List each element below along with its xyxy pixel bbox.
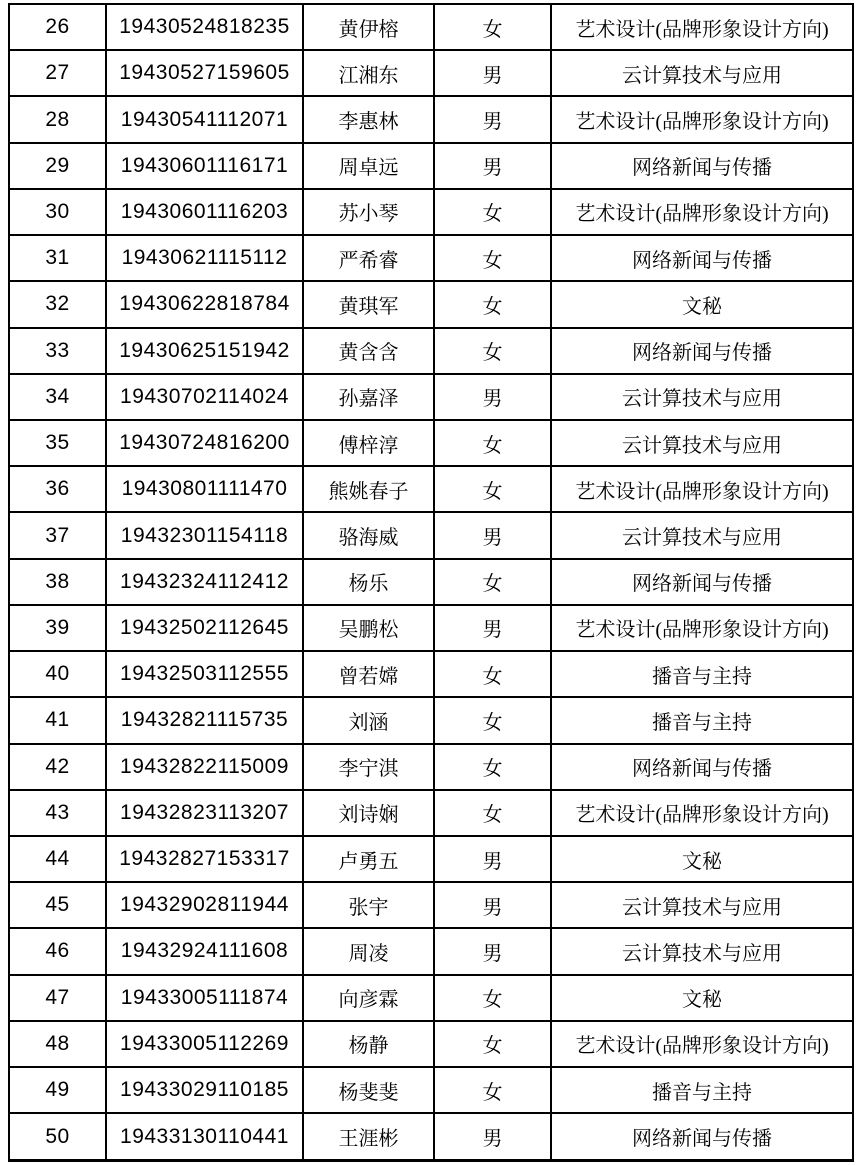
major-cell: 云计算技术与应用 xyxy=(551,420,853,466)
serial-cell: 30 xyxy=(9,189,106,235)
gender-cell: 女 xyxy=(434,466,551,512)
major-cell: 艺术设计(品牌形象设计方向) xyxy=(551,96,853,142)
major-cell: 文秘 xyxy=(551,836,853,882)
table-row xyxy=(9,328,853,374)
major-cell: 网络新闻与传播 xyxy=(551,559,853,605)
exam-number-cell: 19432301154118 xyxy=(106,512,303,558)
table-row xyxy=(9,559,853,605)
serial-cell: 42 xyxy=(9,744,106,790)
exam-number-cell: 19430527159605 xyxy=(106,50,303,96)
serial-cell: 28 xyxy=(9,96,106,142)
table-row xyxy=(9,928,853,974)
major-cell: 网络新闻与传播 xyxy=(551,235,853,281)
name-cell: 杨静 xyxy=(303,1021,434,1067)
major-cell: 云计算技术与应用 xyxy=(551,928,853,974)
serial-cell: 35 xyxy=(9,420,106,466)
student-table-body xyxy=(9,4,853,1161)
major-cell: 播音与主持 xyxy=(551,697,853,743)
major-cell: 文秘 xyxy=(551,281,853,327)
name-cell: 杨乐 xyxy=(303,559,434,605)
gender-cell: 女 xyxy=(434,235,551,281)
exam-number-cell: 19432324112412 xyxy=(106,559,303,605)
gender-cell: 男 xyxy=(434,882,551,928)
name-cell: 张宇 xyxy=(303,882,434,928)
table-row xyxy=(9,420,853,466)
table-row xyxy=(9,374,853,420)
major-cell: 文秘 xyxy=(551,975,853,1021)
table-row xyxy=(9,1021,853,1067)
name-cell: 江湘东 xyxy=(303,50,434,96)
serial-cell: 41 xyxy=(9,697,106,743)
major-cell: 艺术设计(品牌形象设计方向) xyxy=(551,4,853,50)
name-cell: 黄伊榕 xyxy=(303,4,434,50)
gender-cell: 男 xyxy=(434,1113,551,1160)
exam-number-cell: 19430601116171 xyxy=(106,143,303,189)
exam-number-cell: 19433029110185 xyxy=(106,1067,303,1113)
major-cell: 网络新闻与传播 xyxy=(551,1113,853,1160)
serial-cell: 29 xyxy=(9,143,106,189)
major-cell: 艺术设计(品牌形象设计方向) xyxy=(551,790,853,836)
student-roster-table xyxy=(8,3,854,1162)
table-row xyxy=(9,4,853,50)
major-cell: 播音与主持 xyxy=(551,1067,853,1113)
major-cell: 网络新闻与传播 xyxy=(551,143,853,189)
name-cell: 黄琪军 xyxy=(303,281,434,327)
gender-cell: 女 xyxy=(434,1067,551,1113)
exam-number-cell: 19430801111470 xyxy=(106,466,303,512)
exam-number-cell: 19432823113207 xyxy=(106,790,303,836)
table-row xyxy=(9,512,853,558)
name-cell: 李宁淇 xyxy=(303,744,434,790)
gender-cell: 男 xyxy=(434,374,551,420)
exam-number-cell: 19432822115009 xyxy=(106,744,303,790)
gender-cell: 女 xyxy=(434,790,551,836)
major-cell: 艺术设计(品牌形象设计方向) xyxy=(551,466,853,512)
serial-cell: 36 xyxy=(9,466,106,512)
table-row xyxy=(9,1067,853,1113)
name-cell: 卢勇五 xyxy=(303,836,434,882)
name-cell: 吴鹏松 xyxy=(303,605,434,651)
gender-cell: 女 xyxy=(434,744,551,790)
serial-cell: 44 xyxy=(9,836,106,882)
exam-number-cell: 19430524818235 xyxy=(106,4,303,50)
exam-number-cell: 19430702114024 xyxy=(106,374,303,420)
exam-number-cell: 19432821115735 xyxy=(106,697,303,743)
exam-number-cell: 19430601116203 xyxy=(106,189,303,235)
serial-cell: 46 xyxy=(9,928,106,974)
serial-cell: 32 xyxy=(9,281,106,327)
gender-cell: 女 xyxy=(434,328,551,374)
name-cell: 杨斐斐 xyxy=(303,1067,434,1113)
gender-cell: 女 xyxy=(434,281,551,327)
gender-cell: 男 xyxy=(434,512,551,558)
gender-cell: 女 xyxy=(434,189,551,235)
serial-cell: 34 xyxy=(9,374,106,420)
major-cell: 艺术设计(品牌形象设计方向) xyxy=(551,189,853,235)
name-cell: 周凌 xyxy=(303,928,434,974)
name-cell: 黄含含 xyxy=(303,328,434,374)
major-cell: 云计算技术与应用 xyxy=(551,512,853,558)
serial-cell: 38 xyxy=(9,559,106,605)
gender-cell: 男 xyxy=(434,143,551,189)
table-row xyxy=(9,882,853,928)
name-cell: 王涯彬 xyxy=(303,1113,434,1160)
major-cell: 网络新闻与传播 xyxy=(551,744,853,790)
name-cell: 曾若嫦 xyxy=(303,651,434,697)
gender-cell: 女 xyxy=(434,4,551,50)
major-cell: 云计算技术与应用 xyxy=(551,50,853,96)
major-cell: 云计算技术与应用 xyxy=(551,882,853,928)
serial-cell: 49 xyxy=(9,1067,106,1113)
table-row xyxy=(9,96,853,142)
serial-cell: 48 xyxy=(9,1021,106,1067)
serial-cell: 27 xyxy=(9,50,106,96)
name-cell: 孙嘉泽 xyxy=(303,374,434,420)
name-cell: 熊姚春子 xyxy=(303,466,434,512)
serial-cell: 31 xyxy=(9,235,106,281)
name-cell: 傅梓淳 xyxy=(303,420,434,466)
name-cell: 严希睿 xyxy=(303,235,434,281)
major-cell: 艺术设计(品牌形象设计方向) xyxy=(551,1021,853,1067)
major-cell: 艺术设计(品牌形象设计方向) xyxy=(551,605,853,651)
gender-cell: 男 xyxy=(434,605,551,651)
exam-number-cell: 19432502112645 xyxy=(106,605,303,651)
table-row xyxy=(9,697,853,743)
table-row xyxy=(9,836,853,882)
table-row xyxy=(9,744,853,790)
exam-number-cell: 19433005111874 xyxy=(106,975,303,1021)
table-row xyxy=(9,50,853,96)
serial-cell: 50 xyxy=(9,1113,106,1160)
exam-number-cell: 19433005112269 xyxy=(106,1021,303,1067)
name-cell: 向彦霖 xyxy=(303,975,434,1021)
exam-number-cell: 19430622818784 xyxy=(106,281,303,327)
serial-cell: 26 xyxy=(9,4,106,50)
name-cell: 刘诗娴 xyxy=(303,790,434,836)
serial-cell: 45 xyxy=(9,882,106,928)
exam-number-cell: 19433130110441 xyxy=(106,1113,303,1160)
table-row xyxy=(9,790,853,836)
gender-cell: 女 xyxy=(434,975,551,1021)
gender-cell: 女 xyxy=(434,697,551,743)
major-cell: 网络新闻与传播 xyxy=(551,328,853,374)
table-row xyxy=(9,1113,853,1160)
gender-cell: 女 xyxy=(434,420,551,466)
gender-cell: 男 xyxy=(434,50,551,96)
serial-cell: 37 xyxy=(9,512,106,558)
gender-cell: 女 xyxy=(434,1021,551,1067)
major-cell: 云计算技术与应用 xyxy=(551,374,853,420)
table-row xyxy=(9,466,853,512)
gender-cell: 男 xyxy=(434,96,551,142)
name-cell: 骆海威 xyxy=(303,512,434,558)
exam-number-cell: 19432827153317 xyxy=(106,836,303,882)
serial-cell: 40 xyxy=(9,651,106,697)
table-row xyxy=(9,281,853,327)
gender-cell: 男 xyxy=(434,928,551,974)
exam-number-cell: 19432924111608 xyxy=(106,928,303,974)
serial-cell: 47 xyxy=(9,975,106,1021)
gender-cell: 男 xyxy=(434,836,551,882)
exam-number-cell: 19432503112555 xyxy=(106,651,303,697)
gender-cell: 女 xyxy=(434,651,551,697)
serial-cell: 33 xyxy=(9,328,106,374)
table-row xyxy=(9,235,853,281)
name-cell: 李惠林 xyxy=(303,96,434,142)
serial-cell: 43 xyxy=(9,790,106,836)
serial-cell: 39 xyxy=(9,605,106,651)
exam-number-cell: 19430621115112 xyxy=(106,235,303,281)
gender-cell: 女 xyxy=(434,559,551,605)
table-row xyxy=(9,651,853,697)
exam-number-cell: 19430541112071 xyxy=(106,96,303,142)
table-row xyxy=(9,189,853,235)
major-cell: 播音与主持 xyxy=(551,651,853,697)
exam-number-cell: 19430625151942 xyxy=(106,328,303,374)
exam-number-cell: 19432902811944 xyxy=(106,882,303,928)
table-row xyxy=(9,143,853,189)
table-row xyxy=(9,605,853,651)
name-cell: 周卓远 xyxy=(303,143,434,189)
name-cell: 刘涵 xyxy=(303,697,434,743)
table-row xyxy=(9,975,853,1021)
name-cell: 苏小琴 xyxy=(303,189,434,235)
exam-number-cell: 19430724816200 xyxy=(106,420,303,466)
